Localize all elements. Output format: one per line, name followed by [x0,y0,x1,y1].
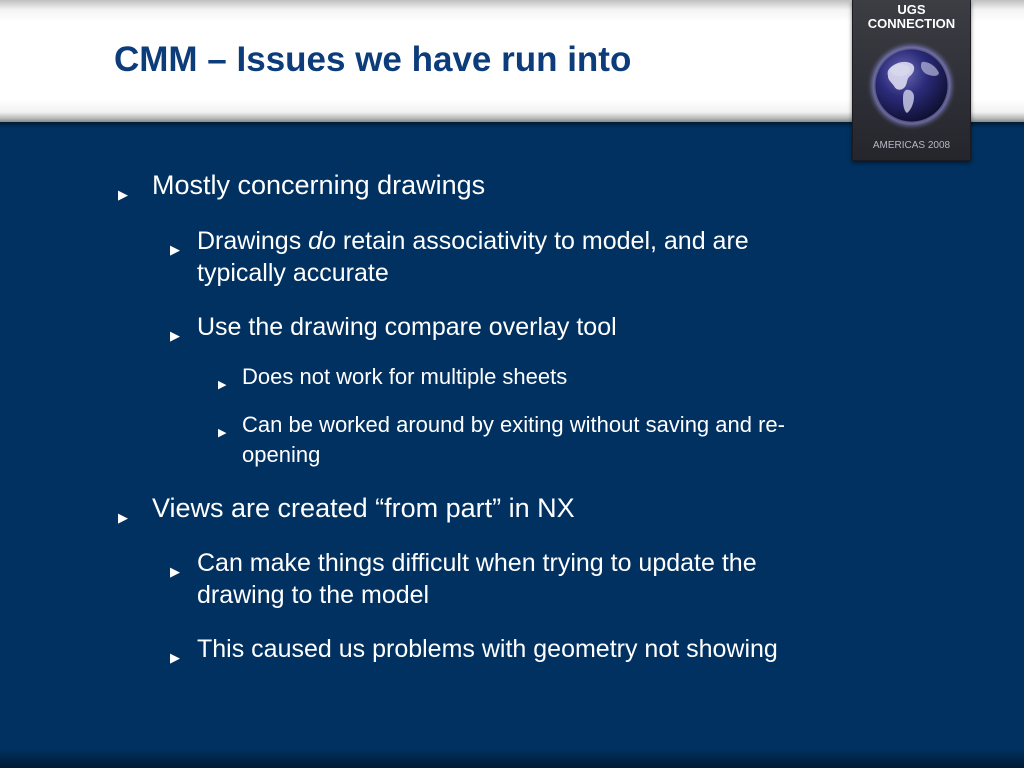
bullet-item [170,547,757,611]
bullet-text: This caused us problems with geometry not showing [197,635,778,663]
bullet-marker-icon: ▶ [170,650,180,665]
bullet-item [170,311,617,343]
bullet-marker-icon: ▶ [170,564,180,579]
bullet-text-continuation: drawing to the model [197,581,430,609]
logo-text-ugs: UGS [897,2,926,17]
bullet-text: Mostly concerning drawings [152,170,486,200]
bullet-item [218,410,785,470]
bottom-shadow [0,748,1024,768]
bullet-text-continuation: typically accurate [197,259,389,287]
bullet-text-post: retain associativity to model, and are [335,227,749,255]
bullet-text: Views are created “from part” in NX [152,493,575,523]
bullet-text: Use the drawing compare overlay tool [197,313,617,341]
slide-title: CMM – Issues we have run into [114,40,632,79]
bullet-marker-icon: ▶ [170,242,180,257]
bullet-text-pre: Drawings [197,227,309,255]
bullet-item [170,225,749,289]
bullet-item [170,633,778,665]
bullet-marker-icon: ▶ [218,427,227,439]
bullet-marker-icon: ▶ [118,510,128,525]
bullet-marker-icon: ▶ [170,328,180,343]
bullet-text: Does not work for multiple sheets [242,364,568,389]
bullet-marker-icon: ▶ [118,187,128,202]
bullet-text-continuation: opening [242,442,321,467]
logo-text-connection: CONNECTION [867,16,956,31]
bullet-marker-icon: ▶ [218,379,227,391]
logo-text-americas: AMERICAS 2008 [872,140,951,151]
bullet-text: Can be worked around by exiting without saving and re- [242,412,785,437]
bullet-item [218,362,567,392]
bullet-text-emphasis: do [308,227,336,255]
bullet-item [118,169,485,202]
bullet-text [197,225,749,257]
bullet-text: Can make things difficult when trying to update the [197,549,757,577]
bullet-item [118,492,575,525]
